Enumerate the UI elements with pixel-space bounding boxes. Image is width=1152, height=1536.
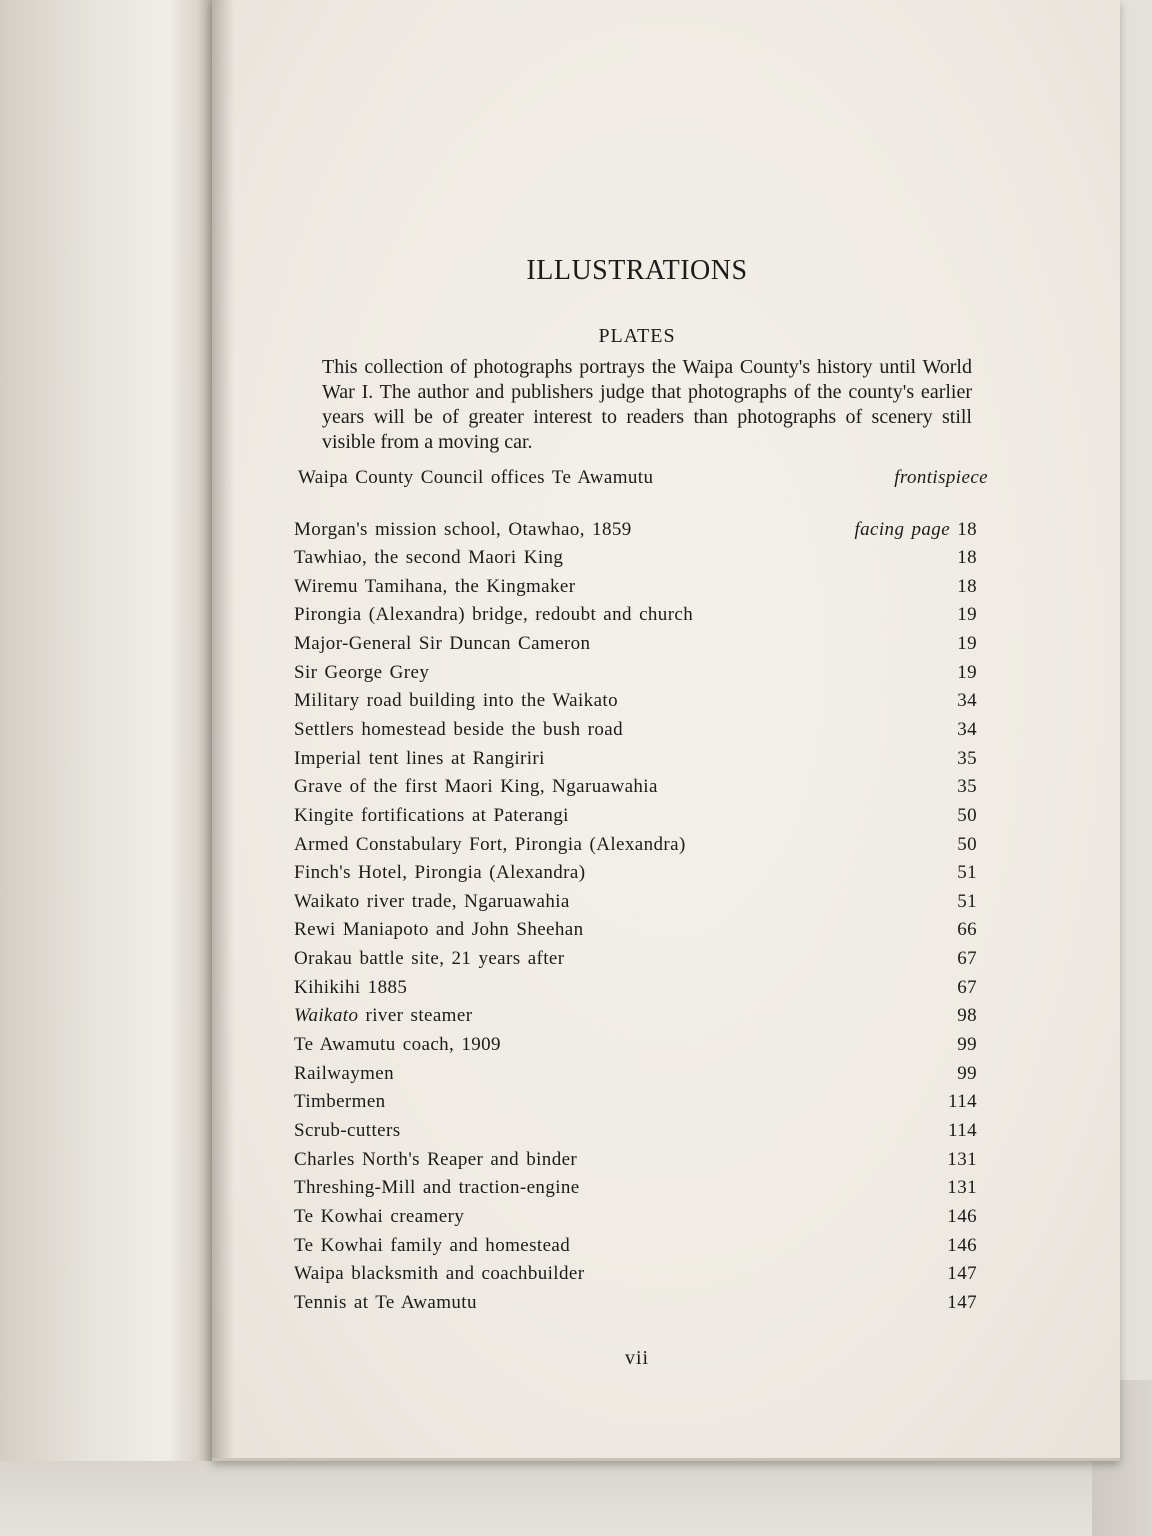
entry-page: 19 — [957, 632, 977, 654]
intro-paragraph: This collection of photographs portrays the Waipa County's history until World War I. The author and publishers judge that photographs of the county's earlier years will be of greater interest to readers than photographs of scenery still visible from a moving car. — [322, 356, 972, 453]
plate-entry — [294, 974, 977, 1002]
plate-entry — [294, 745, 977, 773]
entry-page: 98 — [957, 1005, 977, 1027]
entry-label: Timbermen — [294, 1091, 386, 1113]
plate-entry — [294, 888, 977, 916]
plate-entry — [294, 1174, 977, 1202]
entry-label: Charles North's Reaper and binder — [294, 1148, 578, 1170]
entry-page: 51 — [957, 890, 977, 912]
entry-page: 99 — [957, 1062, 977, 1084]
entry-label: Sir George Grey — [294, 661, 430, 683]
entry-page: 147 — [947, 1263, 977, 1285]
entry-label: Tawhiao, the second Maori King — [294, 547, 564, 568]
plate-entry — [294, 802, 977, 830]
plate-entry — [294, 544, 977, 572]
first-entry — [294, 516, 977, 544]
entry-page: 34 — [957, 690, 977, 712]
entry-label — [294, 1002, 472, 1030]
entry-label: Armed Constabulary Fort, Pirongia (Alexandra) — [294, 833, 686, 855]
entry-label: Threshing-Mill and traction-engine — [294, 1177, 580, 1199]
plate-entry — [294, 916, 977, 944]
plate-entry — [294, 687, 977, 715]
table-surface — [0, 1461, 1152, 1536]
frontispiece-entry — [298, 464, 988, 492]
entry-label: Scrub-cutters — [294, 1120, 401, 1141]
entry-page: 146 — [947, 1205, 977, 1227]
entry-page: 131 — [947, 1177, 977, 1199]
plate-entry — [294, 716, 977, 744]
entry-page: 147 — [947, 1291, 977, 1313]
entry-label: Railwaymen — [294, 1062, 395, 1084]
plate-entry — [294, 1031, 977, 1059]
entry-label: Te Kowhai creamery — [294, 1205, 465, 1227]
entry-page: 146 — [947, 1234, 977, 1256]
plate-entry — [294, 831, 977, 859]
plate-entry — [294, 573, 977, 601]
entry-page: 19 — [957, 661, 977, 683]
plate-entry — [294, 659, 977, 687]
entry-label-italic: Waikato — [294, 1005, 359, 1027]
entry-page: 50 — [957, 804, 977, 826]
plate-entry — [294, 630, 977, 658]
plate-entry — [294, 1088, 977, 1116]
plate-entry — [294, 1002, 977, 1030]
entry-label: Kingite fortifications at Paterangi — [294, 804, 569, 826]
entry-label: Pirongia (Alexandra) bridge, redoubt and church — [294, 604, 694, 626]
entry-label: Orakau battle site, 21 years after — [294, 948, 565, 970]
entry-page: 114 — [948, 1120, 977, 1141]
plate-entry — [294, 859, 977, 887]
plate-entry — [294, 1203, 977, 1231]
entry-page: 19 — [957, 604, 977, 626]
plate-entry — [294, 1146, 977, 1174]
facing-page-label: facing page — [854, 519, 951, 540]
left-facing-page — [0, 0, 218, 1536]
entry-label: Major-General Sir Duncan Cameron — [294, 632, 591, 654]
entry-label: Waipa blacksmith and coachbuilder — [294, 1263, 585, 1285]
entry-label: Kihikihi 1885 — [294, 976, 408, 998]
entry-page — [854, 516, 977, 544]
plate-entry — [294, 601, 977, 629]
section-heading: PLATES — [598, 325, 676, 347]
plate-entry — [294, 1289, 977, 1317]
entry-page: 34 — [957, 718, 977, 740]
entry-page: 35 — [957, 747, 977, 769]
entry-label: Military road building into the Waikato — [294, 690, 618, 712]
entry-label: Imperial tent lines at Rangiriri — [294, 747, 545, 769]
entry-label: Rewi Maniapoto and John Sheehan — [294, 919, 584, 941]
entry-page: frontispiece — [894, 467, 988, 488]
entry-label-rest: river steamer — [358, 1005, 473, 1027]
page-title: ILLUSTRATIONS — [526, 255, 748, 286]
plate-entry — [294, 773, 977, 801]
entry-label: Te Kowhai family and homestead — [294, 1234, 571, 1256]
entry-label: Finch's Hotel, Pirongia (Alexandra) — [294, 862, 586, 884]
book-page — [212, 0, 1120, 1461]
entry-page: 67 — [957, 948, 977, 970]
entry-page: 18 — [957, 575, 977, 597]
entry-label: Waikato river trade, Ngaruawahia — [294, 890, 570, 912]
entry-page: 66 — [957, 919, 977, 941]
plate-entry — [294, 945, 977, 973]
plate-entry — [294, 1232, 977, 1260]
entry-page: 18 — [957, 547, 977, 568]
entry-page: 50 — [957, 833, 977, 855]
entry-label: Waipa County Council offices Te Awamutu — [298, 467, 654, 488]
page-content — [212, 0, 1120, 1458]
entry-page: 51 — [957, 862, 977, 884]
entry-page: 99 — [957, 1034, 977, 1056]
entry-page: 114 — [948, 1091, 977, 1113]
entry-page: 131 — [947, 1148, 977, 1170]
entry-label: Grave of the first Maori King, Ngaruawahia — [294, 776, 658, 798]
entry-page: 35 — [957, 776, 977, 798]
page-number: vii — [624, 1347, 650, 1369]
entry-page-number: 18 — [957, 519, 977, 540]
gutter-shadow — [212, 0, 234, 1458]
plate-entry — [294, 1117, 977, 1145]
entry-label: Wiremu Tamihana, the Kingmaker — [294, 575, 576, 597]
plate-entry — [294, 1260, 977, 1288]
entry-label: Te Awamutu coach, 1909 — [294, 1034, 501, 1056]
entry-label: Morgan's mission school, Otawhao, 1859 — [294, 519, 632, 540]
plate-entry — [294, 1060, 977, 1088]
entry-label: Tennis at Te Awamutu — [294, 1291, 477, 1313]
entry-page: 67 — [957, 976, 977, 998]
entry-label: Settlers homestead beside the bush road — [294, 718, 623, 740]
